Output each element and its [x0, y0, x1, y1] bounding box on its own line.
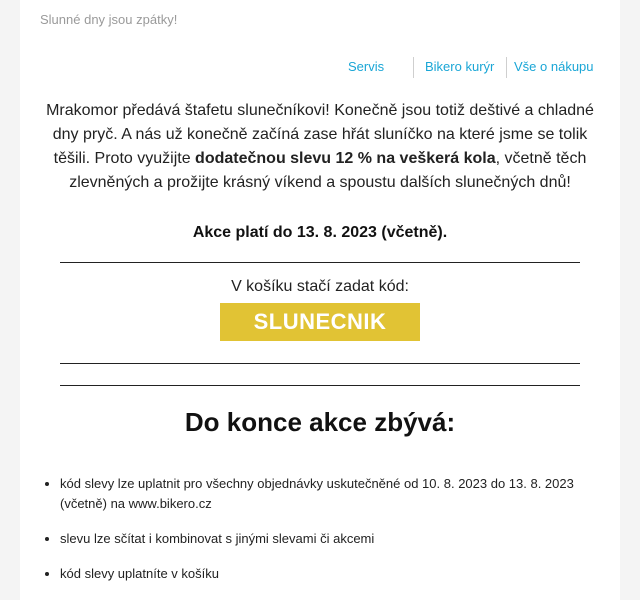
email-body [20, 0, 620, 600]
list-item: • kód slevy uplatníte v košíku [60, 564, 620, 584]
promo-validity: Akce platí do 13. 8. 2023 (včetně). [192, 224, 448, 241]
nav-link-servis[interactable]: Servis [348, 59, 385, 74]
intro-text-start: Mrakomor předává štafetu slunečníkovi! Konečně jsou totiž deštivé a chladné dny pryč. A nás už konečně začíná zase hřát sluníčko na které jsme se tolik těšili. Proto využijte [46, 102, 594, 167]
nav-link-bikero-kuryr[interactable]: Bikero kurýr [425, 59, 495, 74]
coupon-label: V košíku stačí zadat kód: [231, 278, 409, 295]
list-item: • slevu lze sčítat i kombinovat s jinými slevami či akcemi [60, 529, 620, 549]
nav-divider [413, 57, 414, 78]
divider-line [60, 385, 580, 386]
divider-line [60, 262, 580, 263]
nav-link-vse-o-nakupu[interactable]: Vše o nákupu [514, 59, 594, 74]
coupon-code: SLUNECNIK [220, 303, 420, 341]
nav-divider [506, 57, 507, 78]
countdown-title: Do konce akce zbývá: [184, 407, 456, 437]
discount-highlight: dodatečnou slevu 12 % na veškerá kola [195, 150, 496, 167]
intro-paragraph [40, 99, 600, 195]
terms-list [40, 474, 620, 599]
preheader-text: Slunné dny jsou zpátky! [40, 12, 178, 27]
intro-text-end: , včetně těch zlevněných a prožijte krásný víkend a spoustu dalších slunečných dnů! [69, 150, 587, 191]
list-item: • kód slevy lze uplatnit pro všechny objednávky uskutečněné od 10. 8. 2023 do 13. 8. 2023 (včetně) na www.bikero.cz [60, 474, 620, 514]
divider-line [60, 363, 580, 364]
top-navigation [20, 55, 620, 79]
